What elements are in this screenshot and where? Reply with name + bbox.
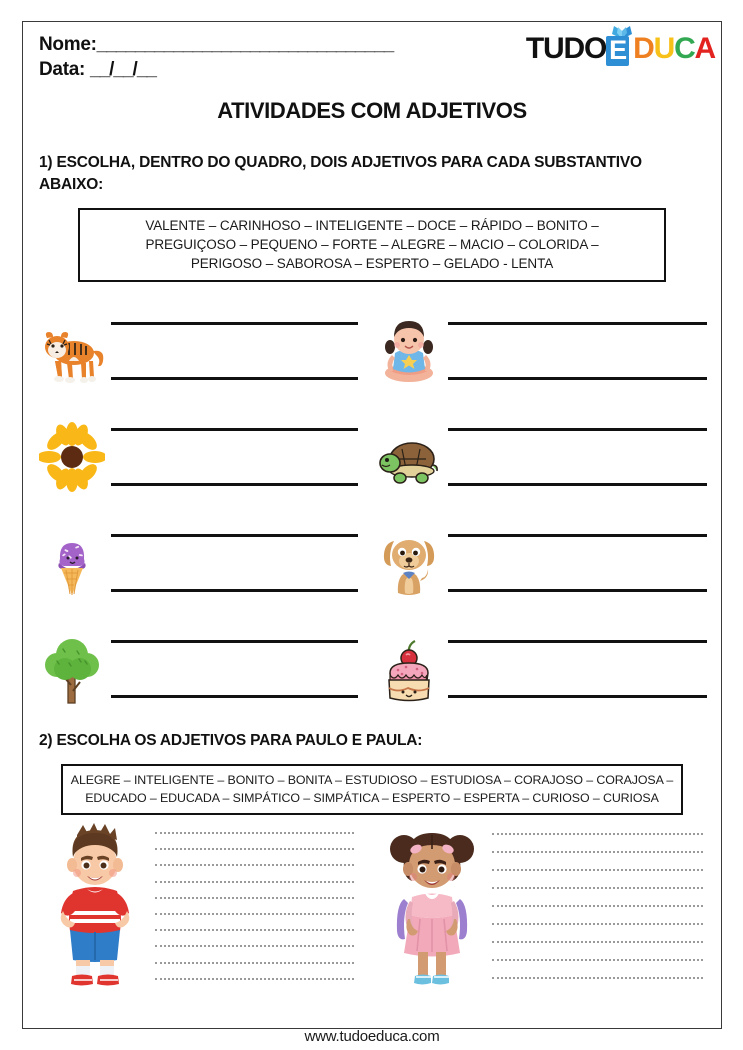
item-cell xyxy=(372,298,721,404)
answer-line[interactable] xyxy=(111,428,358,431)
write-line[interactable] xyxy=(492,869,703,871)
answer-line[interactable] xyxy=(111,483,358,486)
item-cell xyxy=(372,616,721,722)
write-line[interactable] xyxy=(155,913,354,915)
website-url[interactable]: www.tudoeduca.com xyxy=(304,1028,440,1045)
logo-letter-a: A xyxy=(694,32,715,65)
cake-illustration xyxy=(376,629,442,709)
answer-lines xyxy=(442,314,721,388)
item-cell xyxy=(23,510,372,616)
answer-line[interactable] xyxy=(448,483,707,486)
dog-illustration xyxy=(376,523,442,603)
girl-sitting-illustration xyxy=(376,311,442,391)
subject-cell-paulo xyxy=(23,819,372,997)
page-title: ATIVIDADES COM ADJETIVOS xyxy=(217,98,527,123)
subject-cell-paula xyxy=(372,819,721,997)
wordbank-line-1: ALEGRE – INTELIGENTE – BONITO – BONITA – ESTUDIOSO – ESTUDIOSA – CORAJOSO – CORAJOSA – xyxy=(70,773,674,787)
girl-illustration xyxy=(380,819,484,991)
write-line[interactable] xyxy=(155,848,354,850)
date-blank-rule[interactable]: __/__/__ xyxy=(90,59,156,80)
write-line[interactable] xyxy=(492,941,703,943)
write-line[interactable] xyxy=(155,897,354,899)
answer-line[interactable] xyxy=(111,640,358,643)
write-line[interactable] xyxy=(492,905,703,907)
write-line[interactable] xyxy=(155,832,354,834)
answer-lines xyxy=(442,526,721,600)
question-2-prompt: 2) ESCOLHA OS ADJETIVOS PARA PAULO E PAULA: xyxy=(39,732,423,749)
logo-text-tudo: TUDO xyxy=(525,32,607,65)
write-line[interactable] xyxy=(155,864,354,866)
logo-letter-u: U xyxy=(653,32,675,65)
write-line[interactable] xyxy=(492,923,703,925)
footer xyxy=(22,1022,722,1045)
item-cell xyxy=(23,404,372,510)
tree-illustration xyxy=(39,629,105,709)
ice-cream-illustration xyxy=(39,523,105,603)
answer-line[interactable] xyxy=(111,377,358,380)
item-row xyxy=(23,510,721,616)
name-label: Nome: xyxy=(39,34,97,55)
logo-letter-d: D xyxy=(633,32,654,65)
write-line[interactable] xyxy=(492,887,703,889)
item-row xyxy=(23,404,721,510)
answer-line[interactable] xyxy=(111,695,358,698)
write-lines-paulo xyxy=(147,819,372,991)
answer-lines xyxy=(442,420,721,494)
item-cell xyxy=(372,404,721,510)
wordbank-line-1: VALENTE – CARINHOSO – INTELIGENTE – DOCE – RÁPIDO – BONITO – xyxy=(145,218,599,233)
question-2-wordbank xyxy=(61,764,683,815)
answer-line[interactable] xyxy=(111,534,358,537)
tiger-illustration xyxy=(39,311,105,391)
wordbank-line-3: PERIGOSO – SABOROSA – ESPERTO – GELADO - LENTA xyxy=(190,256,554,271)
answer-line[interactable] xyxy=(448,695,707,698)
answer-lines xyxy=(105,420,372,494)
answer-lines xyxy=(442,632,721,706)
question-2-subjects xyxy=(23,819,721,997)
item-cell xyxy=(23,616,372,722)
item-row xyxy=(23,616,721,722)
answer-lines xyxy=(105,314,372,388)
answer-line[interactable] xyxy=(448,428,707,431)
write-line[interactable] xyxy=(155,962,354,964)
item-cell xyxy=(23,298,372,404)
answer-line[interactable] xyxy=(448,377,707,380)
logo-book-e xyxy=(606,32,633,66)
answer-line[interactable] xyxy=(448,322,707,325)
write-line[interactable] xyxy=(492,851,703,853)
write-line[interactable] xyxy=(492,959,703,961)
answer-line[interactable] xyxy=(111,589,358,592)
item-cell xyxy=(372,510,721,616)
sunflower-illustration xyxy=(39,417,105,497)
write-line[interactable] xyxy=(492,977,703,979)
turtle-illustration xyxy=(376,417,442,497)
write-lines-paula xyxy=(484,819,721,991)
logo-letter-e: E xyxy=(606,36,629,66)
wordbank-line-2: PREGUIÇOSO – PEQUENO – FORTE – ALEGRE – MACIO – COLORIDA – xyxy=(145,237,599,252)
question-1-wordbank xyxy=(78,208,666,282)
write-line[interactable] xyxy=(155,881,354,883)
worksheet-page xyxy=(22,21,722,1029)
logo-letter-c: C xyxy=(674,32,695,65)
item-row xyxy=(23,298,721,404)
answer-line[interactable] xyxy=(448,640,707,643)
write-line[interactable] xyxy=(155,945,354,947)
question-1-items xyxy=(23,298,721,722)
answer-line[interactable] xyxy=(111,322,358,325)
boy-illustration xyxy=(43,819,147,991)
question-1-prompt: 1) ESCOLHA, DENTRO DO QUADRO, DOIS ADJETIVOS PARA CADA SUBSTANTIVO ABAIXO: xyxy=(39,154,642,193)
date-label: Data: xyxy=(39,59,86,80)
answer-line[interactable] xyxy=(448,534,707,537)
answer-lines xyxy=(105,632,372,706)
tudoeduca-logo xyxy=(526,32,715,66)
wordbank-line-2: EDUCADO – EDUCADA – SIMPÁTICO – SIMPÁTICA – ESPERTO – ESPERTA – CURIOSO – CURIOSA xyxy=(85,791,659,805)
answer-line[interactable] xyxy=(448,589,707,592)
name-blank-rule[interactable]: _______________________________ xyxy=(96,34,394,55)
write-line[interactable] xyxy=(492,833,703,835)
write-line[interactable] xyxy=(155,978,354,980)
answer-lines xyxy=(105,526,372,600)
worksheet-header xyxy=(23,22,721,96)
write-line[interactable] xyxy=(155,929,354,931)
